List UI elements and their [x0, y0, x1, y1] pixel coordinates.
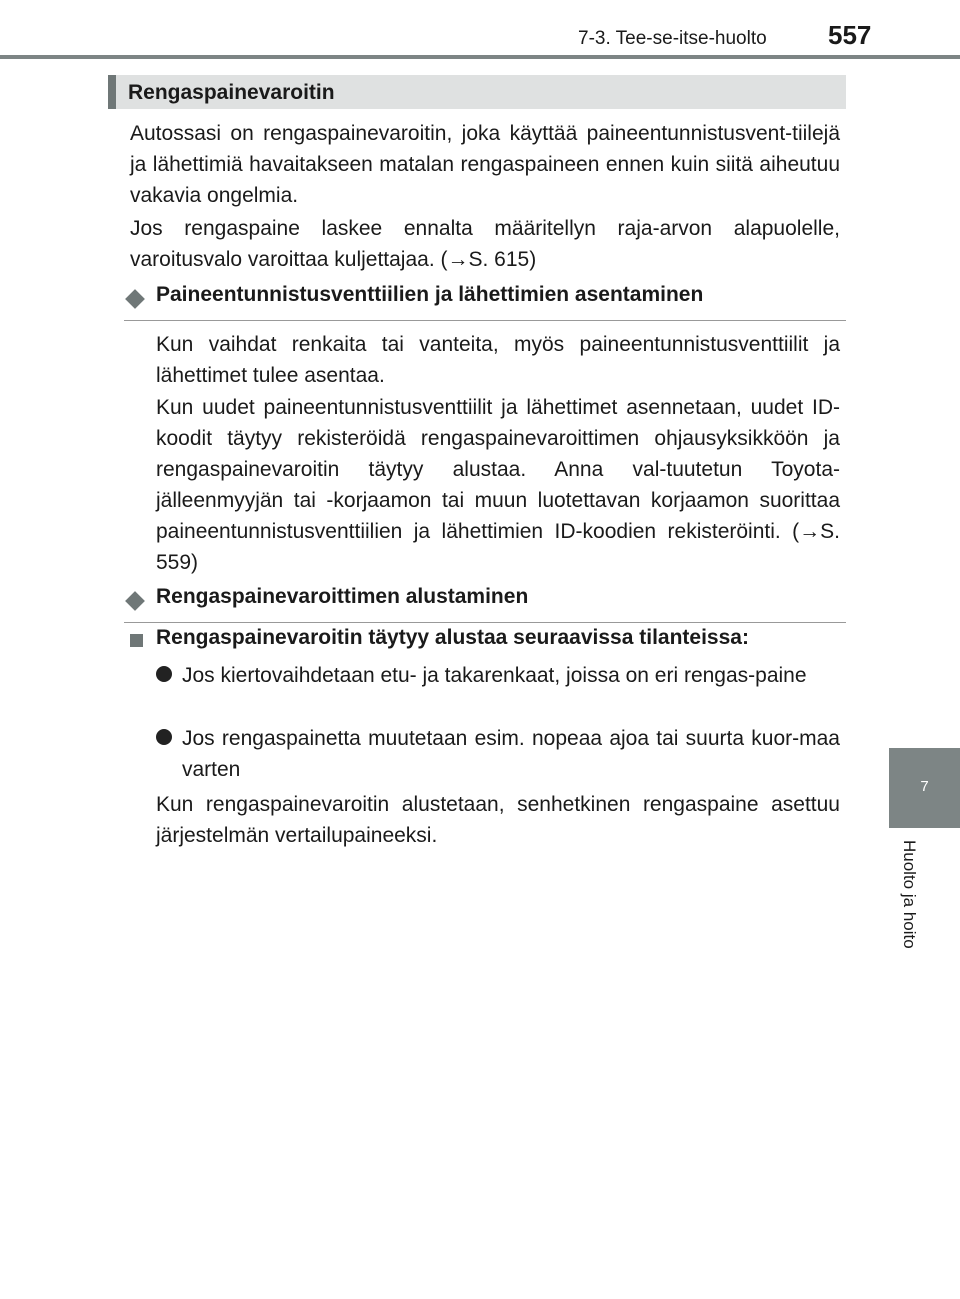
diamond-bullet-icon — [125, 289, 145, 309]
condition-title: Rengaspainevaroitin täytyy alustaa seuraavissa tilanteissa: — [156, 626, 749, 649]
square-bullet-icon — [130, 634, 143, 647]
chapter-number: 7 — [920, 778, 929, 795]
chapter-label: Huolto ja hoito — [900, 840, 919, 949]
section-title: Rengaspainevaroitin — [128, 81, 335, 104]
condition-bullet-2: Jos rengaspainetta muutetaan esim. nopeaa ajoa tai suurta kuor-maa varten — [182, 727, 840, 781]
initialization-closing-paragraph: Kun rengaspainevaroitin alustetaan, senhetkinen rengaspaine asettuu järjestelmän vertailupaineeksi. — [156, 793, 840, 847]
page-number: 557 — [828, 20, 872, 50]
condition-bullet-1: Jos kiertovaihdetaan etu- ja takarenkaat, joissa on eri rengas-paine — [182, 664, 807, 687]
dot-bullet-icon — [156, 729, 172, 745]
chapter-tab — [889, 748, 960, 828]
section-title-bar — [108, 75, 846, 109]
subsection-heading-text: Paineentunnistusventtiilien ja lähettimien asentaminen — [156, 283, 704, 306]
installation-paragraph-1: Kun vaihdat renkaita tai vanteita, myös paineentunnistusventtiilit ja lähettimet tulee asentaa. — [156, 333, 840, 387]
subsection-heading-installation — [124, 283, 846, 321]
installation-paragraph-2: Kun uudet paineentunnistusventtiilit ja lähettimet asennetaan, uudet ID-koodit täytyy rekisteröidä rengaspainevaroittimen ohjausyksikköön ja rengaspainevaroitin täytyy alustaa. Anna val-tuutetun Toyota-jälleenmyyjän tai -korjaamon tai muun luotettavan korjaamon suorittaa paineentunnistusventtiilien ja lähettimien ID-koodien rekisteröinti. (→S. 559) — [156, 396, 840, 574]
header-rule — [0, 55, 960, 59]
diamond-bullet-icon — [125, 591, 145, 611]
intro-paragraph-1: Autossasi on rengaspainevaroitin, joka käyttää paineentunnistusvent-tiilejä ja lähettimiä havaitakseen matalan rengaspaineen ennen kuin siitä aiheutuu vakavia ongelmia. — [130, 122, 840, 207]
subsection-heading-initialization — [124, 585, 846, 623]
dot-bullet-icon — [156, 666, 172, 682]
intro-paragraph-2: Jos rengaspaine laskee ennalta määritellyn raja-arvon alapuolelle, varoitusvalo varoittaa kuljettajaa. (→S. 615) — [130, 217, 840, 271]
subsection-heading-text: Rengaspainevaroittimen alustaminen — [156, 585, 529, 608]
header-section-title: 7-3. Tee-se-itse-huolto — [578, 28, 767, 49]
